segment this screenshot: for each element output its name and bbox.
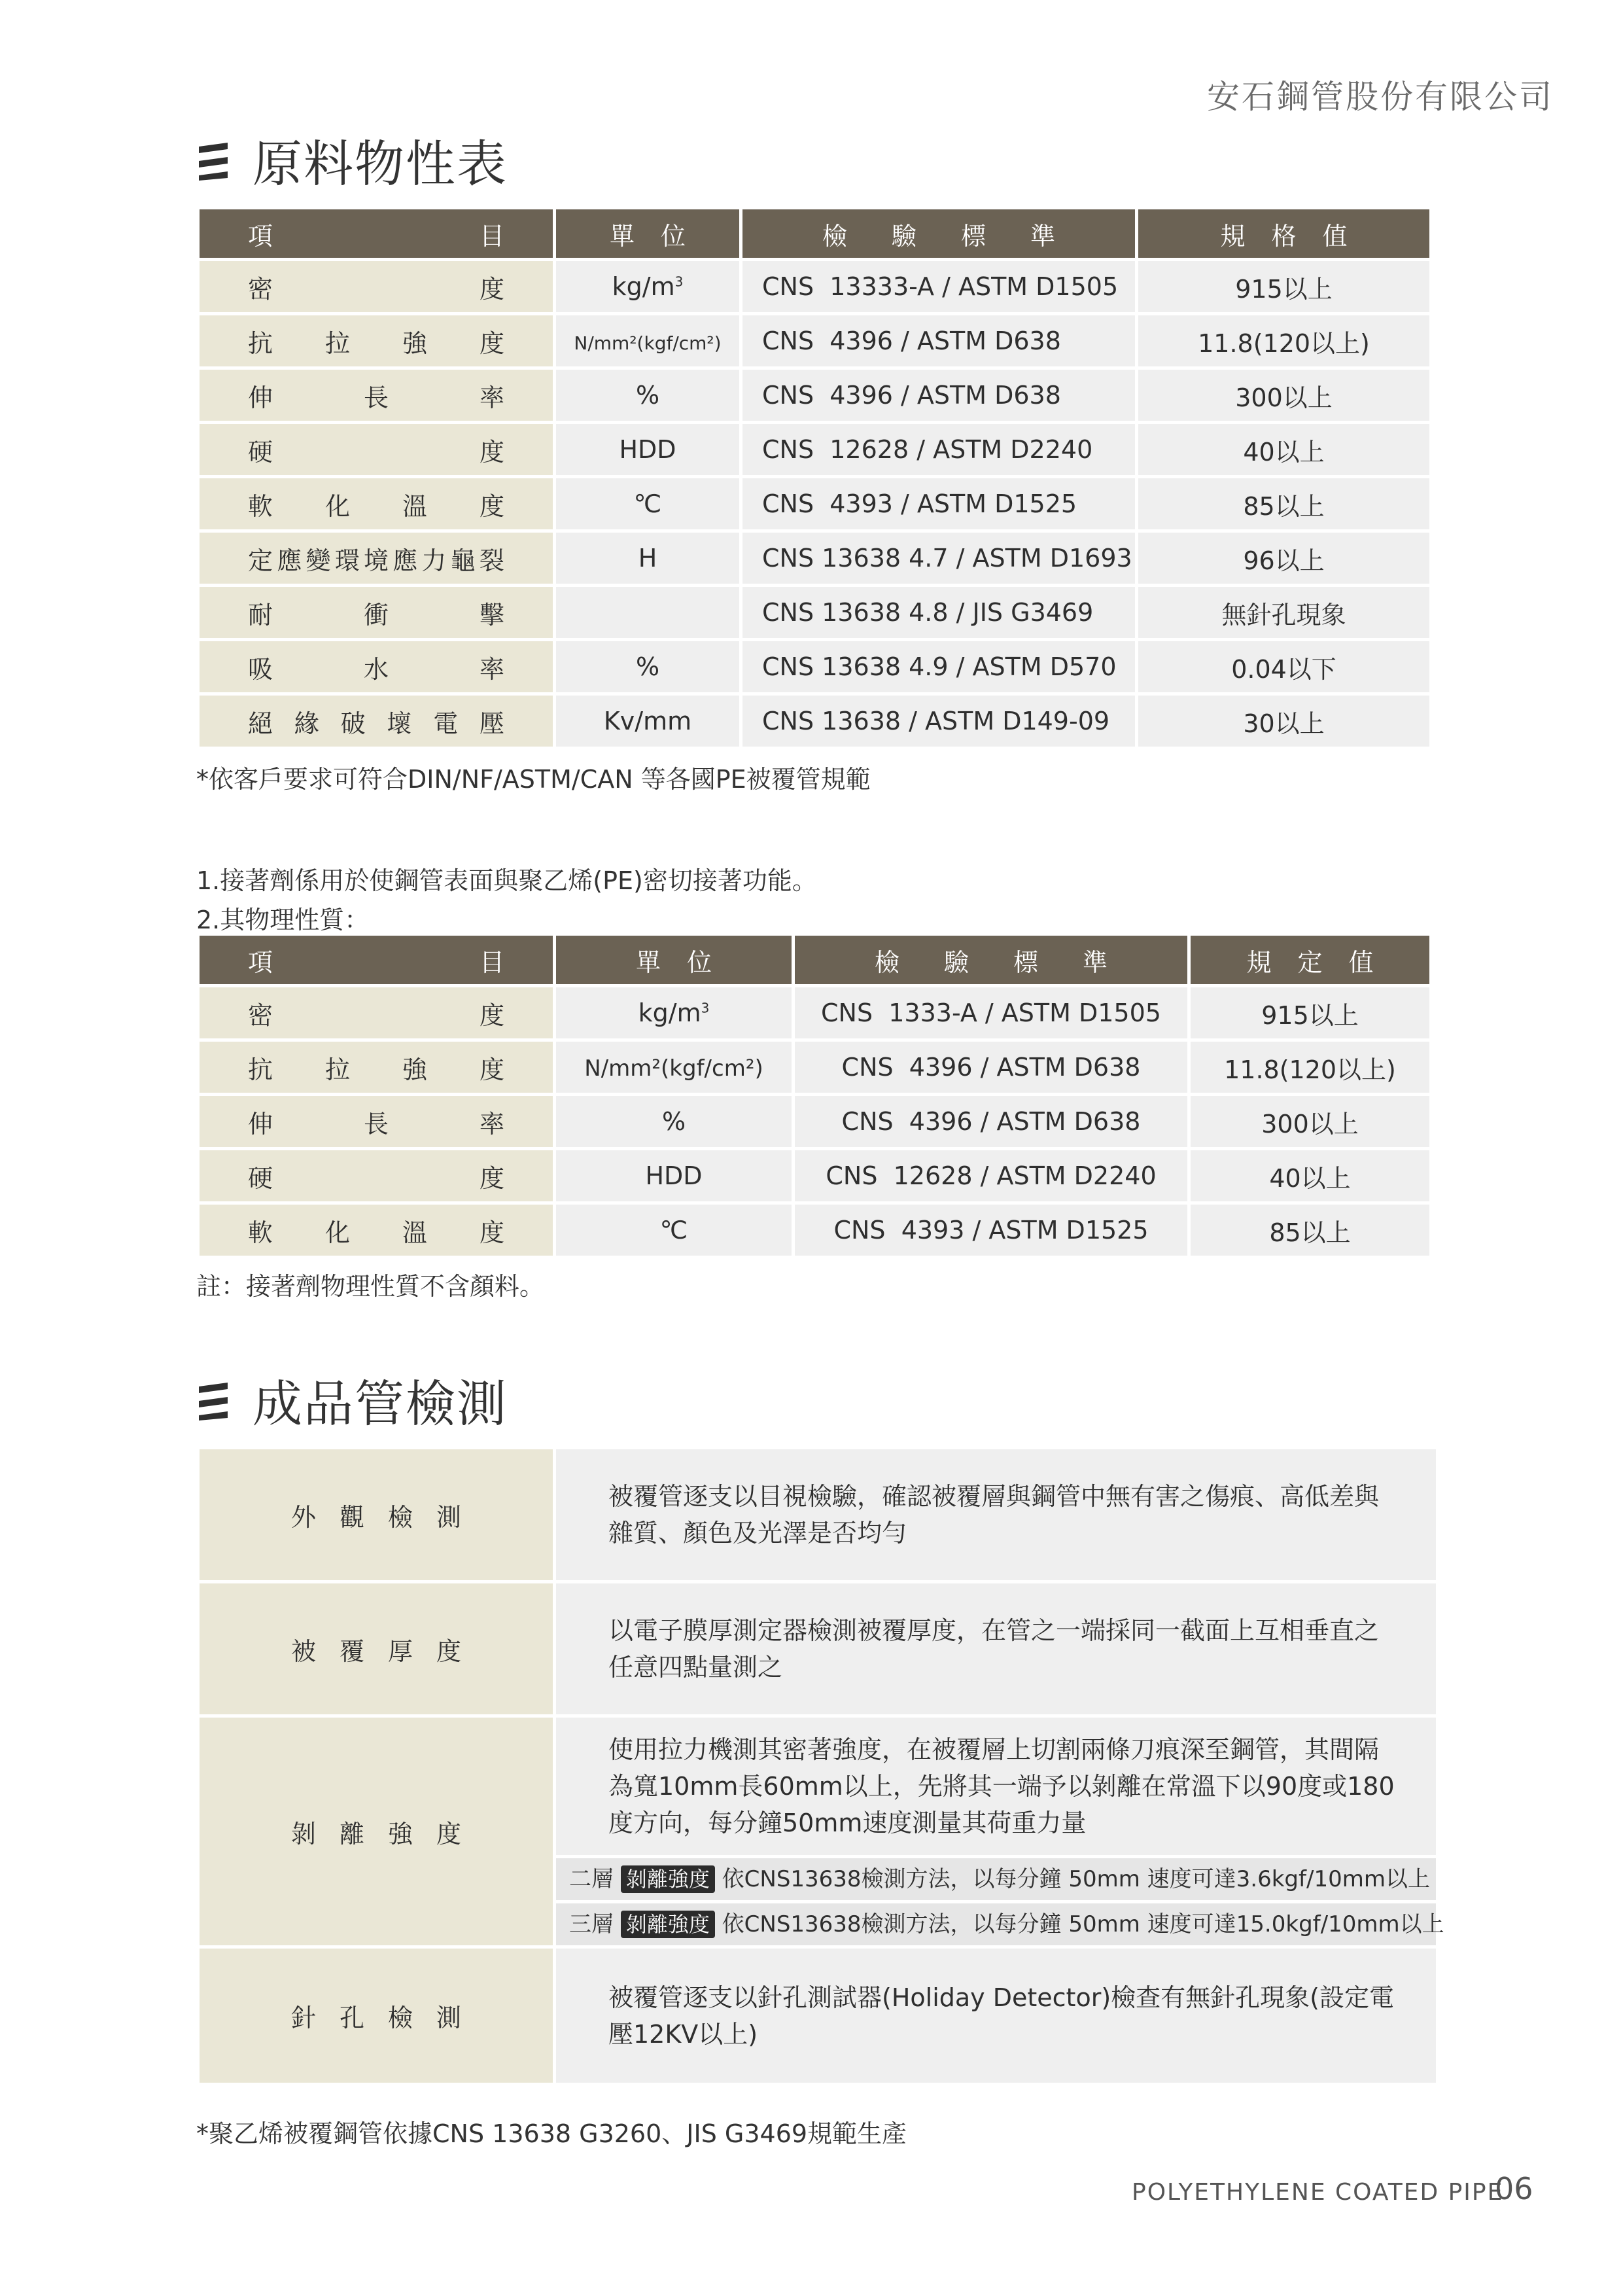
item-cell: [200, 370, 553, 421]
item-char: 裂: [479, 546, 504, 575]
unit-text: H: [638, 544, 657, 573]
value-text: 85以上: [1243, 491, 1325, 521]
value-cell: [1138, 315, 1429, 366]
unit-cell: [556, 315, 739, 366]
value-cell: [1138, 261, 1429, 312]
inspection-label-char: 度: [436, 1636, 461, 1666]
table-row: [200, 987, 1429, 1038]
standard-cell: [795, 1150, 1187, 1201]
item-char: 率: [479, 654, 504, 684]
inspection-label-char: 強: [387, 1819, 413, 1848]
inspection-label-char: 外: [291, 1502, 317, 1532]
header-char: 定: [1297, 947, 1323, 977]
item-char: 度: [479, 1163, 504, 1193]
value-text: 0.04以下: [1231, 654, 1336, 684]
unit-cell: [556, 696, 739, 747]
inspection-row-thickness: [200, 1583, 1436, 1714]
item-char: 硬: [248, 437, 273, 467]
item-char: 長: [363, 383, 389, 412]
item-char: 電: [433, 709, 459, 738]
section-title-materials: [196, 124, 508, 196]
footer-product-label: POLYETHYLENE COATED PIPE: [1132, 2179, 1504, 2206]
item-char: 擊: [479, 600, 504, 629]
item-cell: [200, 424, 553, 475]
adhesive-properties-table: [196, 932, 1433, 1259]
unit-text: %: [635, 381, 660, 410]
standard-text: CNS 4393 / ASTM D1525: [762, 489, 1077, 518]
item-char: 密: [248, 274, 273, 304]
item-char: 衝: [363, 600, 389, 629]
value-cell: [1191, 1042, 1429, 1093]
standard-cell: [795, 1042, 1187, 1093]
standard-cell: [742, 533, 1135, 584]
item-char: 拉: [324, 1055, 350, 1084]
standard-text: CNS 4393 / ASTM D1525: [833, 1216, 1149, 1245]
unit-cell: [556, 1205, 792, 1256]
header-char: 值: [1322, 221, 1348, 251]
item-char: 拉: [324, 328, 350, 358]
item-cell: [200, 261, 553, 312]
item-char: 度: [479, 437, 504, 467]
unit-text: kg/m: [638, 998, 701, 1027]
standard-cell: [742, 315, 1135, 366]
item-cell: [200, 478, 553, 529]
item-char: 強: [402, 328, 427, 358]
standard-text: CNS 12628 / ASTM D2240: [762, 435, 1093, 464]
item-char: 環: [334, 546, 360, 575]
value-text: 915以上: [1235, 274, 1333, 304]
value-cell: [1191, 987, 1429, 1038]
item-cell: [200, 533, 553, 584]
value-cell: [1191, 1150, 1429, 1201]
value-text: 40以上: [1243, 437, 1325, 467]
inspection-label-char: 被: [291, 1636, 317, 1666]
header-char: 格: [1271, 221, 1297, 251]
section-mark-icon: [196, 1380, 233, 1421]
standard-cell: [795, 987, 1187, 1038]
item-char: 力: [421, 546, 447, 575]
note-standards: *依客戶要求可符合DIN/NF/ASTM/CAN 等各國PE被覆管規範: [196, 765, 871, 794]
inspection-label-char: 覆: [339, 1636, 364, 1666]
header-char: 規: [1246, 947, 1272, 977]
item-char: 軟: [248, 491, 273, 521]
page-number: 06: [1495, 2171, 1533, 2206]
peel-two-layer: 二層 剝離強度 依CNS13638檢測方法，以每分鐘 50mm 速度可達3.6kgf/10mm以上: [556, 1858, 1436, 1900]
table-row: [200, 1096, 1429, 1147]
standard-text: CNS 13638 4.8 / JIS G3469: [762, 598, 1094, 627]
standard-text: CNS 4396 / ASTM D638: [762, 381, 1061, 410]
table-row: [200, 696, 1429, 747]
inspection-label-char: 離: [339, 1819, 364, 1848]
inspection-description: 被覆管逐支以針孔測試器(Holiday Detector)檢查有無針孔現象(設定電 壓12KV以上): [556, 1949, 1436, 2083]
unit-text: kg/m: [612, 272, 675, 301]
inspection-label-char: 針: [291, 2004, 317, 2032]
value-cell: [1138, 370, 1429, 421]
standard-cell: [742, 424, 1135, 475]
unit-cell: [556, 424, 739, 475]
item-char: 度: [479, 491, 504, 521]
header-char: 準: [1030, 221, 1056, 251]
unit-cell: [556, 587, 739, 638]
unit-text: HDD: [645, 1161, 703, 1190]
standard-text: CNS 13638 4.7 / ASTM D1693: [762, 544, 1132, 573]
header-char: 準: [1083, 947, 1108, 977]
header-unit: [556, 209, 739, 258]
value-text: 11.8(120以上): [1224, 1055, 1396, 1084]
table-row: [200, 424, 1429, 475]
item-char: 應: [277, 546, 302, 575]
item-char: 度: [479, 1000, 504, 1030]
item-char: 抗: [248, 1055, 273, 1084]
unit-cell: [556, 478, 739, 529]
header-char: 檢: [822, 221, 847, 251]
item-cell: [200, 1042, 553, 1093]
peel-strength-badge: 剝離強度: [621, 1865, 715, 1893]
section-title-text: 原料物性表: [253, 135, 508, 193]
item-char: 壞: [387, 709, 412, 738]
table-row: [200, 641, 1429, 692]
inspection-label: [200, 1718, 553, 1945]
header-char: 檢: [874, 947, 899, 977]
item-char: 水: [363, 654, 389, 684]
unit-text: HDD: [619, 435, 676, 464]
item-char: 化: [324, 491, 350, 521]
inspection-label-char: 孔: [339, 2004, 364, 2032]
item-cell: [200, 315, 553, 366]
header-item: 項 目: [200, 936, 553, 984]
section-title-inspection: [196, 1364, 508, 1436]
item-char: 伸: [248, 1109, 273, 1139]
value-cell: [1191, 1205, 1429, 1256]
item-char: 變: [305, 546, 331, 575]
header-char: 位: [661, 221, 686, 251]
inspection-description: 以電子膜厚測定器檢測被覆厚度，在管之一端採同一截面上互相垂直之 任意四點量測之: [556, 1583, 1436, 1714]
unit-cell: [556, 533, 739, 584]
unit-text: N/mm²(kgf/cm²): [584, 1055, 763, 1082]
value-cell: [1138, 533, 1429, 584]
standard-text: CNS 4396 / ASTM D638: [841, 1053, 1141, 1082]
item-char: 率: [479, 1109, 504, 1139]
header-char: 驗: [891, 221, 916, 251]
table-row: [200, 533, 1429, 584]
item-char: 吸: [248, 654, 273, 684]
value-text: 11.8(120以上): [1198, 328, 1370, 358]
header-item: 項 目: [200, 209, 553, 258]
item-char: 硬: [248, 1163, 273, 1193]
inspection-label-char: 剝: [291, 1819, 317, 1848]
item-char: 耐: [248, 600, 273, 629]
header-standard: [742, 209, 1135, 258]
item-cell: [200, 1096, 553, 1147]
unit-cell: [556, 641, 739, 692]
item-char: 度: [479, 1055, 504, 1084]
standard-cell: [742, 641, 1135, 692]
standard-cell: [742, 261, 1135, 312]
inspection-row-appearance: [200, 1449, 1436, 1580]
table-row: [200, 1150, 1429, 1201]
table-row: [200, 261, 1429, 312]
value-text: 300以上: [1235, 383, 1333, 412]
header-spec-value: [1191, 936, 1429, 984]
item-char: 度: [479, 274, 504, 304]
value-cell: [1138, 696, 1429, 747]
header-char: 值: [1348, 947, 1374, 977]
header-unit: [556, 936, 792, 984]
unit-text: %: [661, 1107, 686, 1136]
item-cell: [200, 987, 553, 1038]
table-row: [200, 1205, 1429, 1256]
table-row: [200, 478, 1429, 529]
item-char: 抗: [248, 328, 273, 358]
unit-cell: [556, 261, 739, 312]
inspection-description: 被覆管逐支以目視檢驗，確認被覆層與鋼管中無有害之傷痕、高低差與 雜質、顏色及光澤是否均勻: [556, 1449, 1436, 1580]
item-char: 緣: [294, 709, 319, 738]
inspection-label: [200, 1449, 553, 1580]
unit-superscript: 3: [674, 274, 684, 290]
standard-text: CNS 12628 / ASTM D2240: [826, 1161, 1157, 1190]
item-char: 壓: [479, 709, 504, 738]
item-cell: [200, 1150, 553, 1201]
unit-cell: [556, 1096, 792, 1147]
item-char: 率: [479, 383, 504, 412]
item-char: 度: [479, 1218, 504, 1247]
standard-text: CNS 4396 / ASTM D638: [762, 327, 1061, 355]
unit-cell: [556, 1042, 792, 1093]
item-char: 定: [248, 546, 273, 575]
item-char: 龜: [450, 546, 476, 575]
value-text: 40以上: [1269, 1163, 1351, 1193]
unit-cell: [556, 1150, 792, 1201]
standard-cell: [742, 370, 1135, 421]
company-name: 安石鋼管股份有限公司: [1207, 78, 1554, 116]
unit-text: %: [635, 652, 660, 681]
inspection-label-char: 測: [436, 1502, 461, 1532]
value-cell: [1191, 1096, 1429, 1147]
standard-cell: [742, 587, 1135, 638]
value-cell: [1138, 424, 1429, 475]
item-char: 應: [393, 546, 418, 575]
table-header-row: [200, 209, 1429, 258]
standard-text: CNS 13638 4.9 / ASTM D570: [762, 652, 1117, 681]
unit-cell: [556, 370, 739, 421]
header-char: 單: [609, 221, 635, 251]
unit-text: Kv/mm: [603, 707, 692, 735]
standard-cell: [742, 478, 1135, 529]
value-cell: [1138, 587, 1429, 638]
standard-text: CNS 13333-A / ASTM D1505: [762, 272, 1119, 301]
table-row: [200, 1042, 1429, 1093]
table-header-row: [200, 936, 1429, 984]
unit-text: ℃: [633, 489, 662, 518]
item-char: 境: [363, 546, 389, 575]
header-char: 標: [1013, 947, 1039, 977]
value-cell: [1138, 478, 1429, 529]
inspection-description: 使用拉力機測其密著強度，在被覆層上切割兩條刀痕深至鋼管，其間隔 為寬10mm長60mm以上，先將其一端予以剝離在常溫下以90度或180 度方向，每分鐘50mm速度測量其荷重力量: [556, 1718, 1436, 1855]
peel-three-layer: 三層 剝離強度 依CNS13638檢測方法，以每分鐘 50mm 速度可達15.0kgf/10mm以上: [556, 1903, 1436, 1945]
inspection-row-peel: [200, 1718, 1436, 1855]
standard-text: CNS 13638 / ASTM D149-09: [762, 707, 1110, 735]
item-cell: [200, 641, 553, 692]
item-char: 溫: [402, 1218, 427, 1247]
inspection-label: [200, 1949, 553, 2083]
value-text: 無針孔現象: [1221, 600, 1346, 629]
paragraph-adhesive: 1.接著劑係用於使鋼管表面與聚乙烯(PE)密切接著功能。: [196, 866, 817, 895]
standard-cell: [742, 696, 1135, 747]
header-standard: [795, 936, 1187, 984]
value-text: 96以上: [1243, 546, 1325, 575]
item-cell: [200, 587, 553, 638]
item-cell: [200, 696, 553, 747]
value-text: 915以上: [1261, 1000, 1359, 1030]
value-text: 300以上: [1261, 1109, 1359, 1139]
inspection-label-char: 檢: [387, 1502, 413, 1532]
inspection-label-char: 厚: [387, 1636, 413, 1666]
header-char: 單: [635, 947, 661, 977]
item-char: 伸: [248, 383, 273, 412]
unit-superscript: 3: [701, 1000, 710, 1016]
inspection-label-char: 測: [436, 2004, 461, 2032]
paragraph-properties: 2.其物理性質：: [196, 906, 370, 934]
item-char: 度: [479, 328, 504, 358]
header-char: 位: [687, 947, 712, 977]
unit-cell: [556, 987, 792, 1038]
inspection-label-char: 檢: [387, 2004, 413, 2032]
value-cell: [1138, 641, 1429, 692]
item-char: 長: [363, 1109, 389, 1139]
unit-text: N/mm²(kgf/cm²): [574, 332, 722, 354]
item-char: 溫: [402, 491, 427, 521]
section-title-text: 成品管檢測: [253, 1375, 508, 1433]
inspection-row-holiday: [200, 1949, 1436, 2083]
material-properties-table: [196, 206, 1433, 750]
header-char: 驗: [943, 947, 969, 977]
item-char: 破: [340, 709, 366, 738]
item-char: 密: [248, 1000, 273, 1030]
table-row: [200, 587, 1429, 638]
standard-cell: [795, 1205, 1187, 1256]
inspection-label-char: 觀: [339, 1502, 364, 1532]
inspection-label: [200, 1583, 553, 1714]
section-mark-icon: [196, 140, 233, 181]
header-spec-value: [1138, 209, 1429, 258]
value-text: 30以上: [1243, 709, 1325, 738]
table-row: [200, 315, 1429, 366]
item-char: 化: [324, 1218, 350, 1247]
standard-text: CNS 1333-A / ASTM D1505: [821, 998, 1161, 1027]
standard-text: CNS 4396 / ASTM D638: [841, 1107, 1141, 1136]
table-row: [200, 370, 1429, 421]
inspection-label-char: 度: [436, 1819, 461, 1848]
note-production-standard: *聚乙烯被覆鋼管依據CNS 13638 G3260、JIS G3469規範生產: [196, 2119, 907, 2148]
item-char: 絕: [248, 709, 273, 738]
item-char: 強: [402, 1055, 427, 1084]
note-adhesive: 註：接著劑物理性質不含顏料。: [196, 1272, 545, 1301]
standard-cell: [795, 1096, 1187, 1147]
header-char: 標: [961, 221, 986, 251]
header-char: 規: [1220, 221, 1246, 251]
item-cell: [200, 1205, 553, 1256]
peel-strength-badge: 剝離強度: [621, 1911, 715, 1938]
item-char: 軟: [248, 1218, 273, 1247]
inspection-table: [196, 1446, 1444, 2086]
unit-text: ℃: [659, 1216, 688, 1245]
value-text: 85以上: [1269, 1218, 1351, 1247]
